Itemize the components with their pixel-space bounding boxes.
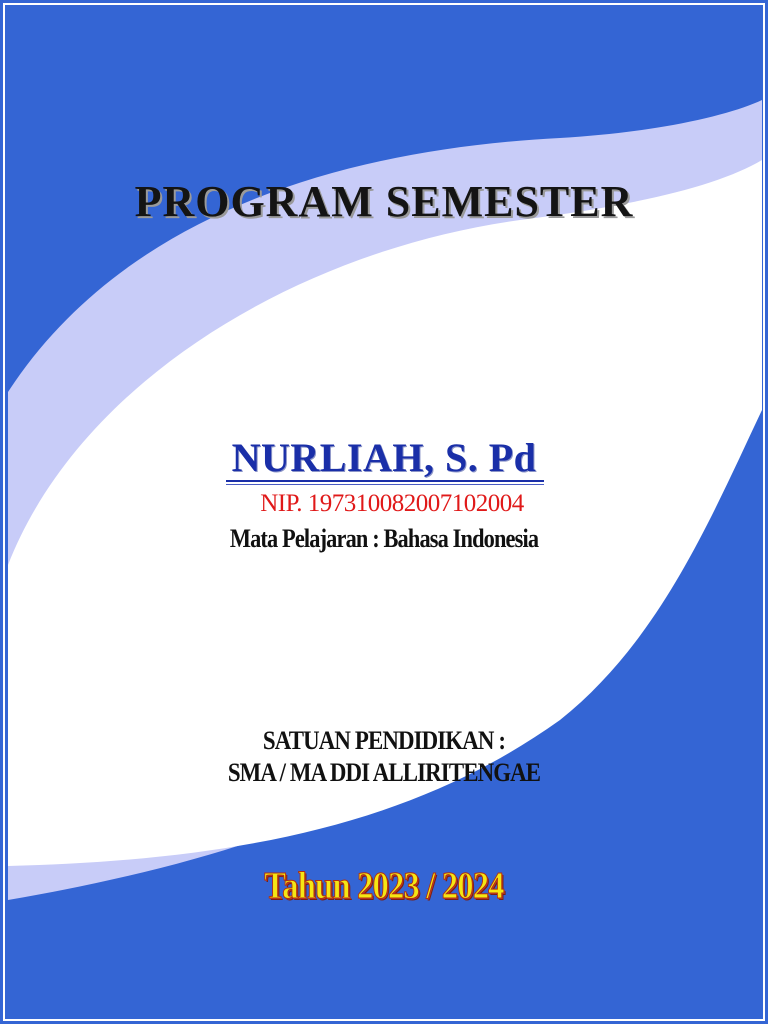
nip-number: NIP. 197310082007102004 [260,490,524,517]
page-title: PROGRAM SEMESTER [134,177,634,226]
education-unit-label: SATUAN PENDIDIKAN : [262,726,506,755]
subject-line: Mata Pelajaran : Bahasa Indonesia [229,524,539,553]
school-name: SMA / MA DDI ALLIRITENGAE [227,758,541,787]
academic-year: Tahun 2023 / 2024 [264,865,504,907]
teacher-name: NURLIAH, S. Pd [231,435,537,480]
name-underline-secondary [226,484,544,485]
name-underline [226,480,544,482]
